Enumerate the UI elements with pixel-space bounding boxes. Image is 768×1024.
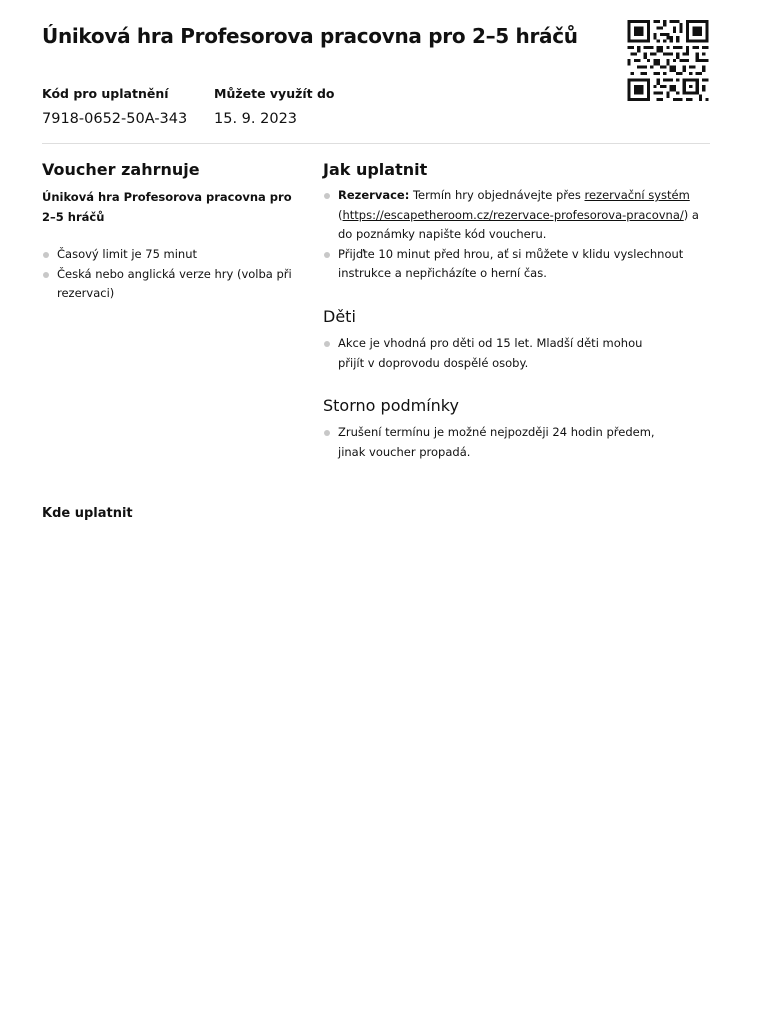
storno-list — [323, 423, 678, 462]
page-title: Úniková hra Profesorova pracovna pro 2–5 hráčů — [42, 24, 578, 48]
list-item — [323, 334, 663, 373]
valid-until-date: 15. 9. 2023 — [214, 111, 298, 127]
kids-section — [323, 334, 663, 373]
reservation-label: Rezervace: — [338, 188, 410, 202]
divider — [42, 143, 710, 144]
arrival-text: Přijďte 10 minut před hrou, ať si můžete v klidu vyslechnout instrukce a nepřicházíte o herní čas. — [338, 246, 684, 280]
valid-until-label: Můžete využít do — [214, 86, 335, 101]
includes-heading: Voucher zahrnuje — [42, 160, 200, 179]
reservation-system-link[interactable]: rezervační systém — [584, 188, 690, 202]
list-item — [323, 186, 713, 245]
kids-text: Akce je vhodná pro děti od 15 let. Mladší děti mohou přijít v doprovodu dospělé osoby. — [338, 336, 643, 370]
qr-code-icon — [626, 20, 710, 101]
list-item — [323, 245, 713, 284]
bullet-icon — [324, 341, 330, 347]
bullet-icon — [43, 272, 49, 278]
how-heading: Jak uplatnit — [323, 160, 428, 179]
reservation-text: Termín hry objednávejte přes — [409, 188, 585, 202]
bullet-icon — [43, 252, 49, 258]
includes-section — [42, 188, 298, 304]
storno-text: Zrušení termínu je možné nejpozději 24 hodin předem, jinak voucher propadá. — [338, 425, 655, 459]
reservation-paren-open: ( — [338, 207, 343, 222]
includes-list — [42, 245, 298, 304]
bullet-icon — [324, 193, 330, 199]
qr-code-graphic — [626, 20, 710, 101]
reservation-paren-close: ) — [683, 207, 689, 222]
bullet-icon — [324, 252, 330, 258]
storno-section — [323, 423, 678, 462]
list-item — [42, 265, 298, 304]
storno-heading: Storno podmínky — [323, 396, 459, 415]
kids-list — [323, 334, 663, 373]
list-item — [323, 423, 678, 462]
how-section — [323, 186, 713, 284]
code-label: Kód pro uplatnění — [42, 86, 169, 101]
kids-heading: Děti — [323, 307, 356, 326]
reservation-text-end: a do poznámky napište kód voucheru. — [338, 207, 699, 241]
how-list — [323, 186, 713, 284]
list-item-text: Časový limit je 75 minut — [57, 247, 198, 261]
list-item — [42, 245, 298, 265]
where-heading: Kde uplatnit — [42, 506, 133, 521]
includes-lead: Úniková hra Profesorova pracovna pro 2–5 hráčů — [42, 190, 292, 224]
list-item-text: Česká nebo anglická verze hry (volba při rezervaci) — [57, 266, 292, 300]
bullet-icon — [324, 430, 330, 436]
voucher-code: 7918-0652-50A-343 — [42, 111, 188, 127]
reservation-url-link[interactable]: https://escapetheroom.cz/rezervace-profesorova-pracovna/ — [342, 207, 684, 222]
